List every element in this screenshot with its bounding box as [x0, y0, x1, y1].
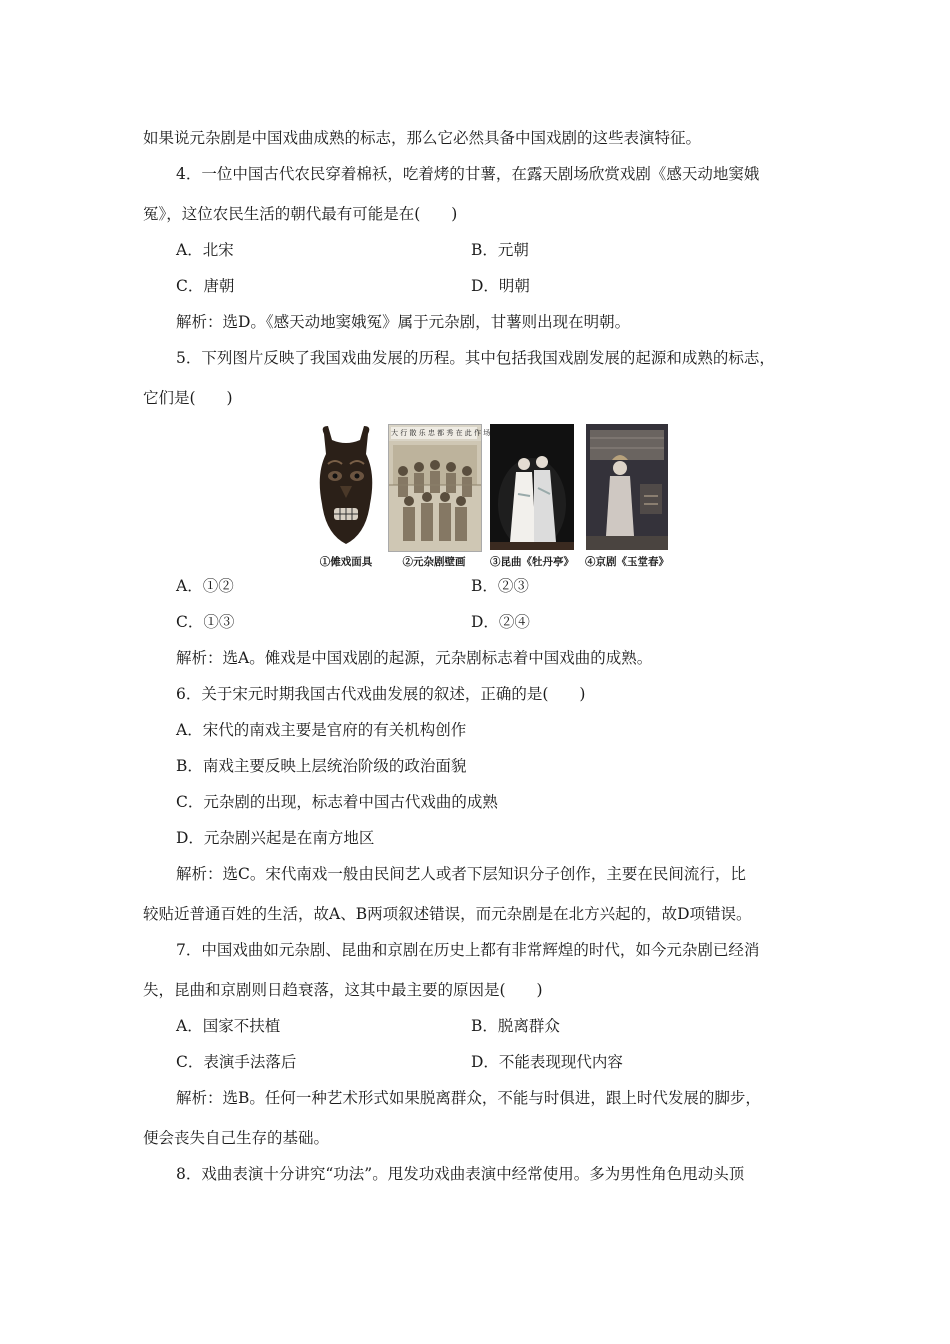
caption-1: ①傩戏面具	[319, 556, 373, 568]
q6-answer-line-1: 解析：选C。宋代南戏一般由民间艺人或者下层知识分子创作，主要在民间流行，比	[176, 865, 746, 883]
q4-stem-line-2: 冤》，这位农民生活的朝代最有可能是在( )	[143, 205, 458, 223]
q4-answer: 解析：选D。《感天动地窦娥冤》属于元杂剧，甘薯则出现在明朝。	[176, 313, 631, 331]
q5-answer: 解析：选A。傩戏是中国戏剧的起源，元杂剧标志着中国戏曲的成熟。	[176, 649, 653, 667]
q7-option-b: B．脱离群众	[471, 1017, 560, 1035]
mural-banner: 大 行 散 乐 忠 都 秀 在 此 作 场	[391, 429, 491, 437]
kunqu-image	[490, 424, 574, 550]
q4-stem-line-1: 4．一位中国古代农民穿着棉袄，吃着烤的甘薯，在露天剧场欣赏戏剧《感天动地窦娥	[176, 165, 760, 183]
opera-figure	[310, 424, 690, 572]
q5-option-b: B．②③	[471, 577, 529, 595]
q7-answer-line-1: 解析：选B。任何一种艺术形式如果脱离群众，不能与时俱进，跟上时代发展的脚步，	[176, 1089, 761, 1107]
q5-option-c: C．①③	[176, 613, 235, 631]
q5-option-d: D．②④	[471, 613, 530, 631]
caption-4: ④京剧《玉堂春》	[585, 556, 669, 568]
q6-answer-line-2: 较贴近普通百姓的生活，故A、B两项叙述错误，而元杂剧是在北方兴起的，故D项错误。	[143, 905, 752, 923]
q4-option-d: D．明朝	[471, 277, 530, 295]
q7-stem-line-2: 失，昆曲和京剧则日趋衰落，这其中最主要的原因是( )	[143, 981, 543, 999]
q5-stem-line-2: 它们是( )	[143, 389, 233, 407]
nuo-mask-image	[310, 424, 382, 550]
q7-option-c: C．表演手法落后	[176, 1053, 297, 1071]
q6-option-a: A．宋代的南戏主要是官府的有关机构创作	[176, 721, 467, 739]
q6-option-c: C．元杂剧的出现，标志着中国古代戏曲的成熟	[176, 793, 498, 811]
zaju-mural-image	[388, 424, 491, 552]
q6-stem: 6．关于宋元时期我国古代戏曲发展的叙述，正确的是( )	[176, 685, 586, 703]
caption-3: ③昆曲《牡丹亭》	[490, 556, 574, 568]
intro-line: 如果说元杂剧是中国戏曲成熟的标志，那么它必然具备中国戏剧的这些表演特征。	[143, 129, 702, 147]
peking-opera-image	[586, 424, 668, 550]
q7-stem-line-1: 7．中国戏曲如元杂剧、昆曲和京剧在历史上都有非常辉煌的时代，如今元杂剧已经消	[176, 941, 760, 959]
q7-option-a: A．国家不扶植	[176, 1017, 281, 1035]
q6-option-d: D．元杂剧兴起是在南方地区	[176, 829, 375, 847]
q4-option-b: B．元朝	[471, 241, 529, 259]
q6-option-b: B．南戏主要反映上层统治阶级的政治面貌	[176, 757, 467, 775]
caption-2: ②元杂剧壁画	[402, 556, 466, 568]
q5-option-a: A．①②	[176, 577, 234, 595]
q4-option-a: A．北宋	[176, 241, 234, 259]
q8-stem: 8．戏曲表演十分讲究“功法”。甩发功戏曲表演中经常使用。多为男性角色甩动头顶	[176, 1165, 745, 1183]
q7-answer-line-2: 便会丧失自己生存的基础。	[143, 1129, 330, 1147]
q4-option-c: C．唐朝	[176, 277, 235, 295]
q5-stem-line-1: 5．下列图片反映了我国戏曲发展的历程。其中包括我国戏剧发展的起源和成熟的标志，	[176, 349, 775, 367]
q7-option-d: D．不能表现现代内容	[471, 1053, 623, 1071]
